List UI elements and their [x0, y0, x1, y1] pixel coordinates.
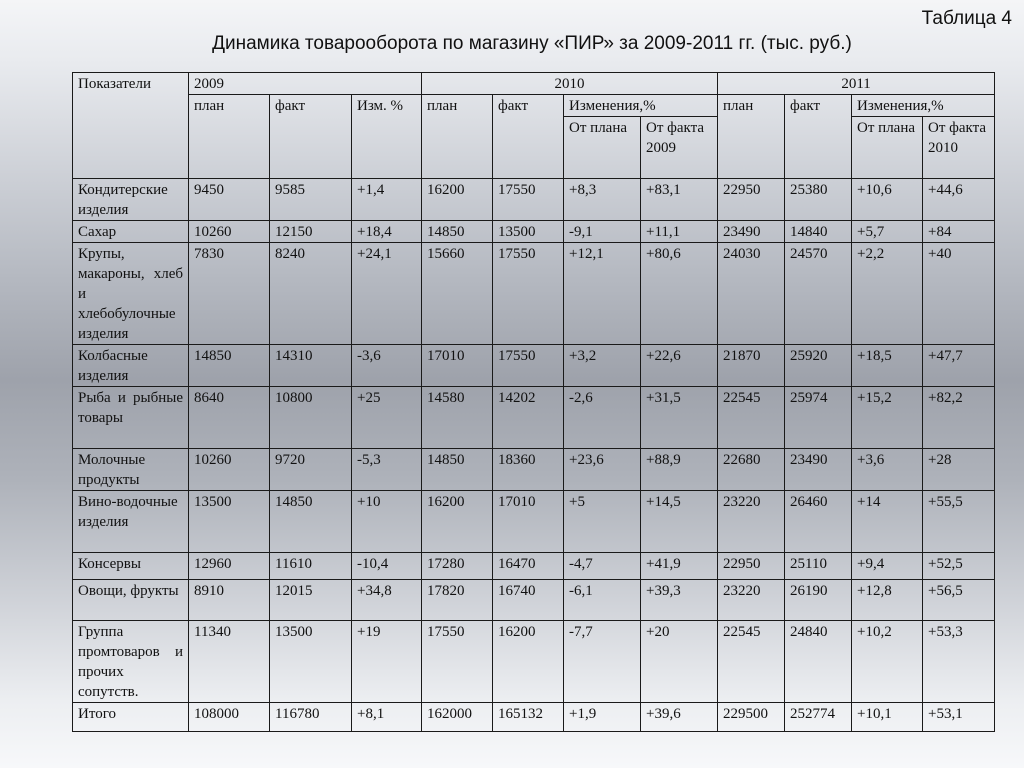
value-cell: 8910 [189, 580, 270, 621]
table-row [73, 703, 995, 732]
value-cell: -5,3 [352, 449, 422, 491]
value-cell: 25920 [785, 345, 852, 387]
value-cell: 26460 [785, 491, 852, 553]
value-cell: 17550 [493, 243, 564, 345]
value-cell: 12015 [270, 580, 352, 621]
value-cell: +20 [641, 621, 718, 703]
value-cell: 13500 [270, 621, 352, 703]
value-cell: 22545 [718, 621, 785, 703]
value-cell: 13500 [189, 491, 270, 553]
row-label: Итого [73, 703, 189, 732]
header-changes-2010: Изменения,% [564, 95, 718, 117]
header-year-2011: 2011 [718, 73, 995, 95]
value-cell: +55,5 [923, 491, 995, 553]
value-cell: +1,9 [564, 703, 641, 732]
row-label: Колбасные изделия [73, 345, 189, 387]
value-cell: 14840 [785, 221, 852, 243]
row-label: Консервы [73, 553, 189, 580]
value-cell: +5,7 [852, 221, 923, 243]
value-cell: 22545 [718, 387, 785, 449]
table-number: Таблица 4 [921, 8, 1012, 29]
table-row [73, 621, 995, 703]
value-cell: 21870 [718, 345, 785, 387]
value-cell: 9585 [270, 179, 352, 221]
table-row [73, 179, 995, 221]
header-fact-2010: факт [493, 95, 564, 179]
value-cell: 10800 [270, 387, 352, 449]
value-cell: 116780 [270, 703, 352, 732]
value-cell: 17550 [422, 621, 493, 703]
value-cell: +1,4 [352, 179, 422, 221]
value-cell: +10,2 [852, 621, 923, 703]
value-cell: 108000 [189, 703, 270, 732]
header-fact-2011: факт [785, 95, 852, 179]
table-row [73, 387, 995, 449]
value-cell: +9,4 [852, 553, 923, 580]
value-cell: +5 [564, 491, 641, 553]
table-row [73, 221, 995, 243]
header-row-years [73, 73, 995, 95]
value-cell: 17010 [493, 491, 564, 553]
value-cell: 16200 [493, 621, 564, 703]
value-cell: +56,5 [923, 580, 995, 621]
value-cell: +18,4 [352, 221, 422, 243]
value-cell: 16470 [493, 553, 564, 580]
value-cell: 16740 [493, 580, 564, 621]
value-cell: +14,5 [641, 491, 718, 553]
value-cell: 17280 [422, 553, 493, 580]
value-cell: -9,1 [564, 221, 641, 243]
header-plan-2010: план [422, 95, 493, 179]
value-cell: +83,1 [641, 179, 718, 221]
row-label: Сахар [73, 221, 189, 243]
value-cell: +12,8 [852, 580, 923, 621]
header-year-2009: 2009 [189, 73, 422, 95]
value-cell: 24570 [785, 243, 852, 345]
value-cell: 14850 [422, 449, 493, 491]
value-cell: +10 [352, 491, 422, 553]
value-cell: 7830 [189, 243, 270, 345]
value-cell: 22950 [718, 553, 785, 580]
value-cell: +24,1 [352, 243, 422, 345]
value-cell: 25974 [785, 387, 852, 449]
value-cell: 9450 [189, 179, 270, 221]
value-cell: +41,9 [641, 553, 718, 580]
value-cell: +18,5 [852, 345, 923, 387]
value-cell: +2,2 [852, 243, 923, 345]
value-cell: 17010 [422, 345, 493, 387]
value-cell: +10,1 [852, 703, 923, 732]
value-cell: 10260 [189, 221, 270, 243]
table-row [73, 243, 995, 345]
value-cell: +19 [352, 621, 422, 703]
row-label: Крупы, макароны, хлеб и хлебобулочные изделия [73, 243, 189, 345]
value-cell: 17820 [422, 580, 493, 621]
row-label: Молочные продукты [73, 449, 189, 491]
value-cell: 25380 [785, 179, 852, 221]
value-cell: 14310 [270, 345, 352, 387]
value-cell: -10,4 [352, 553, 422, 580]
value-cell: +31,5 [641, 387, 718, 449]
value-cell: +22,6 [641, 345, 718, 387]
value-cell: +28 [923, 449, 995, 491]
value-cell: 162000 [422, 703, 493, 732]
value-cell: 24030 [718, 243, 785, 345]
value-cell: 12960 [189, 553, 270, 580]
header-plan-2009: план [189, 95, 270, 179]
value-cell: +25 [352, 387, 422, 449]
turnover-table [72, 72, 995, 732]
table-row [73, 449, 995, 491]
header-plan-2011: план [718, 95, 785, 179]
value-cell: 8240 [270, 243, 352, 345]
header-row-plan-fact [73, 95, 995, 117]
value-cell: 14580 [422, 387, 493, 449]
value-cell: +53,3 [923, 621, 995, 703]
row-label: Вино-водочные изделия [73, 491, 189, 553]
row-label: Группа промтоваров и прочих сопутств. [73, 621, 189, 703]
value-cell: 14850 [422, 221, 493, 243]
value-cell: +8,1 [352, 703, 422, 732]
row-label: Рыба и рыбные товары [73, 387, 189, 449]
value-cell: -3,6 [352, 345, 422, 387]
value-cell: 252774 [785, 703, 852, 732]
table-row [73, 553, 995, 580]
header-year-2010: 2010 [422, 73, 718, 95]
value-cell: +11,1 [641, 221, 718, 243]
value-cell: +40 [923, 243, 995, 345]
value-cell: 10260 [189, 449, 270, 491]
value-cell: 11340 [189, 621, 270, 703]
value-cell: +23,6 [564, 449, 641, 491]
value-cell: +12,1 [564, 243, 641, 345]
value-cell: 165132 [493, 703, 564, 732]
value-cell: 11610 [270, 553, 352, 580]
value-cell: +82,2 [923, 387, 995, 449]
value-cell: 8640 [189, 387, 270, 449]
row-label: Овощи, фрукты [73, 580, 189, 621]
value-cell: -4,7 [564, 553, 641, 580]
value-cell: 23490 [785, 449, 852, 491]
value-cell: 24840 [785, 621, 852, 703]
value-cell: 17550 [493, 179, 564, 221]
value-cell: +47,7 [923, 345, 995, 387]
value-cell: +8,3 [564, 179, 641, 221]
table-row [73, 491, 995, 553]
slide-title: Динамика товарооборота по магазину «ПИР» за 2009-2011 гг. (тыс. руб.) [212, 33, 852, 54]
value-cell: 17550 [493, 345, 564, 387]
value-cell: 15660 [422, 243, 493, 345]
value-cell: +15,2 [852, 387, 923, 449]
value-cell: 14850 [270, 491, 352, 553]
value-cell: +84 [923, 221, 995, 243]
value-cell: 16200 [422, 179, 493, 221]
header-from-fact-2009: От факта 2009 [641, 117, 718, 179]
value-cell: +80,6 [641, 243, 718, 345]
header-changes-2011: Изменения,% [852, 95, 995, 117]
value-cell: 12150 [270, 221, 352, 243]
value-cell: 14850 [189, 345, 270, 387]
value-cell: -6,1 [564, 580, 641, 621]
table-row [73, 580, 995, 621]
header-from-plan-2011: От плана [852, 117, 923, 179]
value-cell: +14 [852, 491, 923, 553]
value-cell: 22950 [718, 179, 785, 221]
value-cell: 9720 [270, 449, 352, 491]
value-cell: 23490 [718, 221, 785, 243]
value-cell: +52,5 [923, 553, 995, 580]
value-cell: +39,6 [641, 703, 718, 732]
value-cell: -7,7 [564, 621, 641, 703]
value-cell: 23220 [718, 580, 785, 621]
value-cell: 22680 [718, 449, 785, 491]
value-cell: 18360 [493, 449, 564, 491]
value-cell: 229500 [718, 703, 785, 732]
value-cell: 13500 [493, 221, 564, 243]
header-indicators: Показатели [73, 73, 189, 179]
table-row [73, 345, 995, 387]
header-from-fact-2010: От факта 2010 [923, 117, 995, 179]
header-from-plan-2010: От плана [564, 117, 641, 179]
value-cell: +39,3 [641, 580, 718, 621]
header-fact-2009: факт [270, 95, 352, 179]
value-cell: +3,2 [564, 345, 641, 387]
value-cell: 25110 [785, 553, 852, 580]
value-cell: 14202 [493, 387, 564, 449]
value-cell: +53,1 [923, 703, 995, 732]
value-cell: +44,6 [923, 179, 995, 221]
value-cell: 23220 [718, 491, 785, 553]
row-label: Кондитерские изделия [73, 179, 189, 221]
value-cell: +3,6 [852, 449, 923, 491]
value-cell: 16200 [422, 491, 493, 553]
value-cell: 26190 [785, 580, 852, 621]
value-cell: -2,6 [564, 387, 641, 449]
value-cell: +34,8 [352, 580, 422, 621]
value-cell: +10,6 [852, 179, 923, 221]
header-change-2009: Изм. % [352, 95, 422, 179]
value-cell: +88,9 [641, 449, 718, 491]
